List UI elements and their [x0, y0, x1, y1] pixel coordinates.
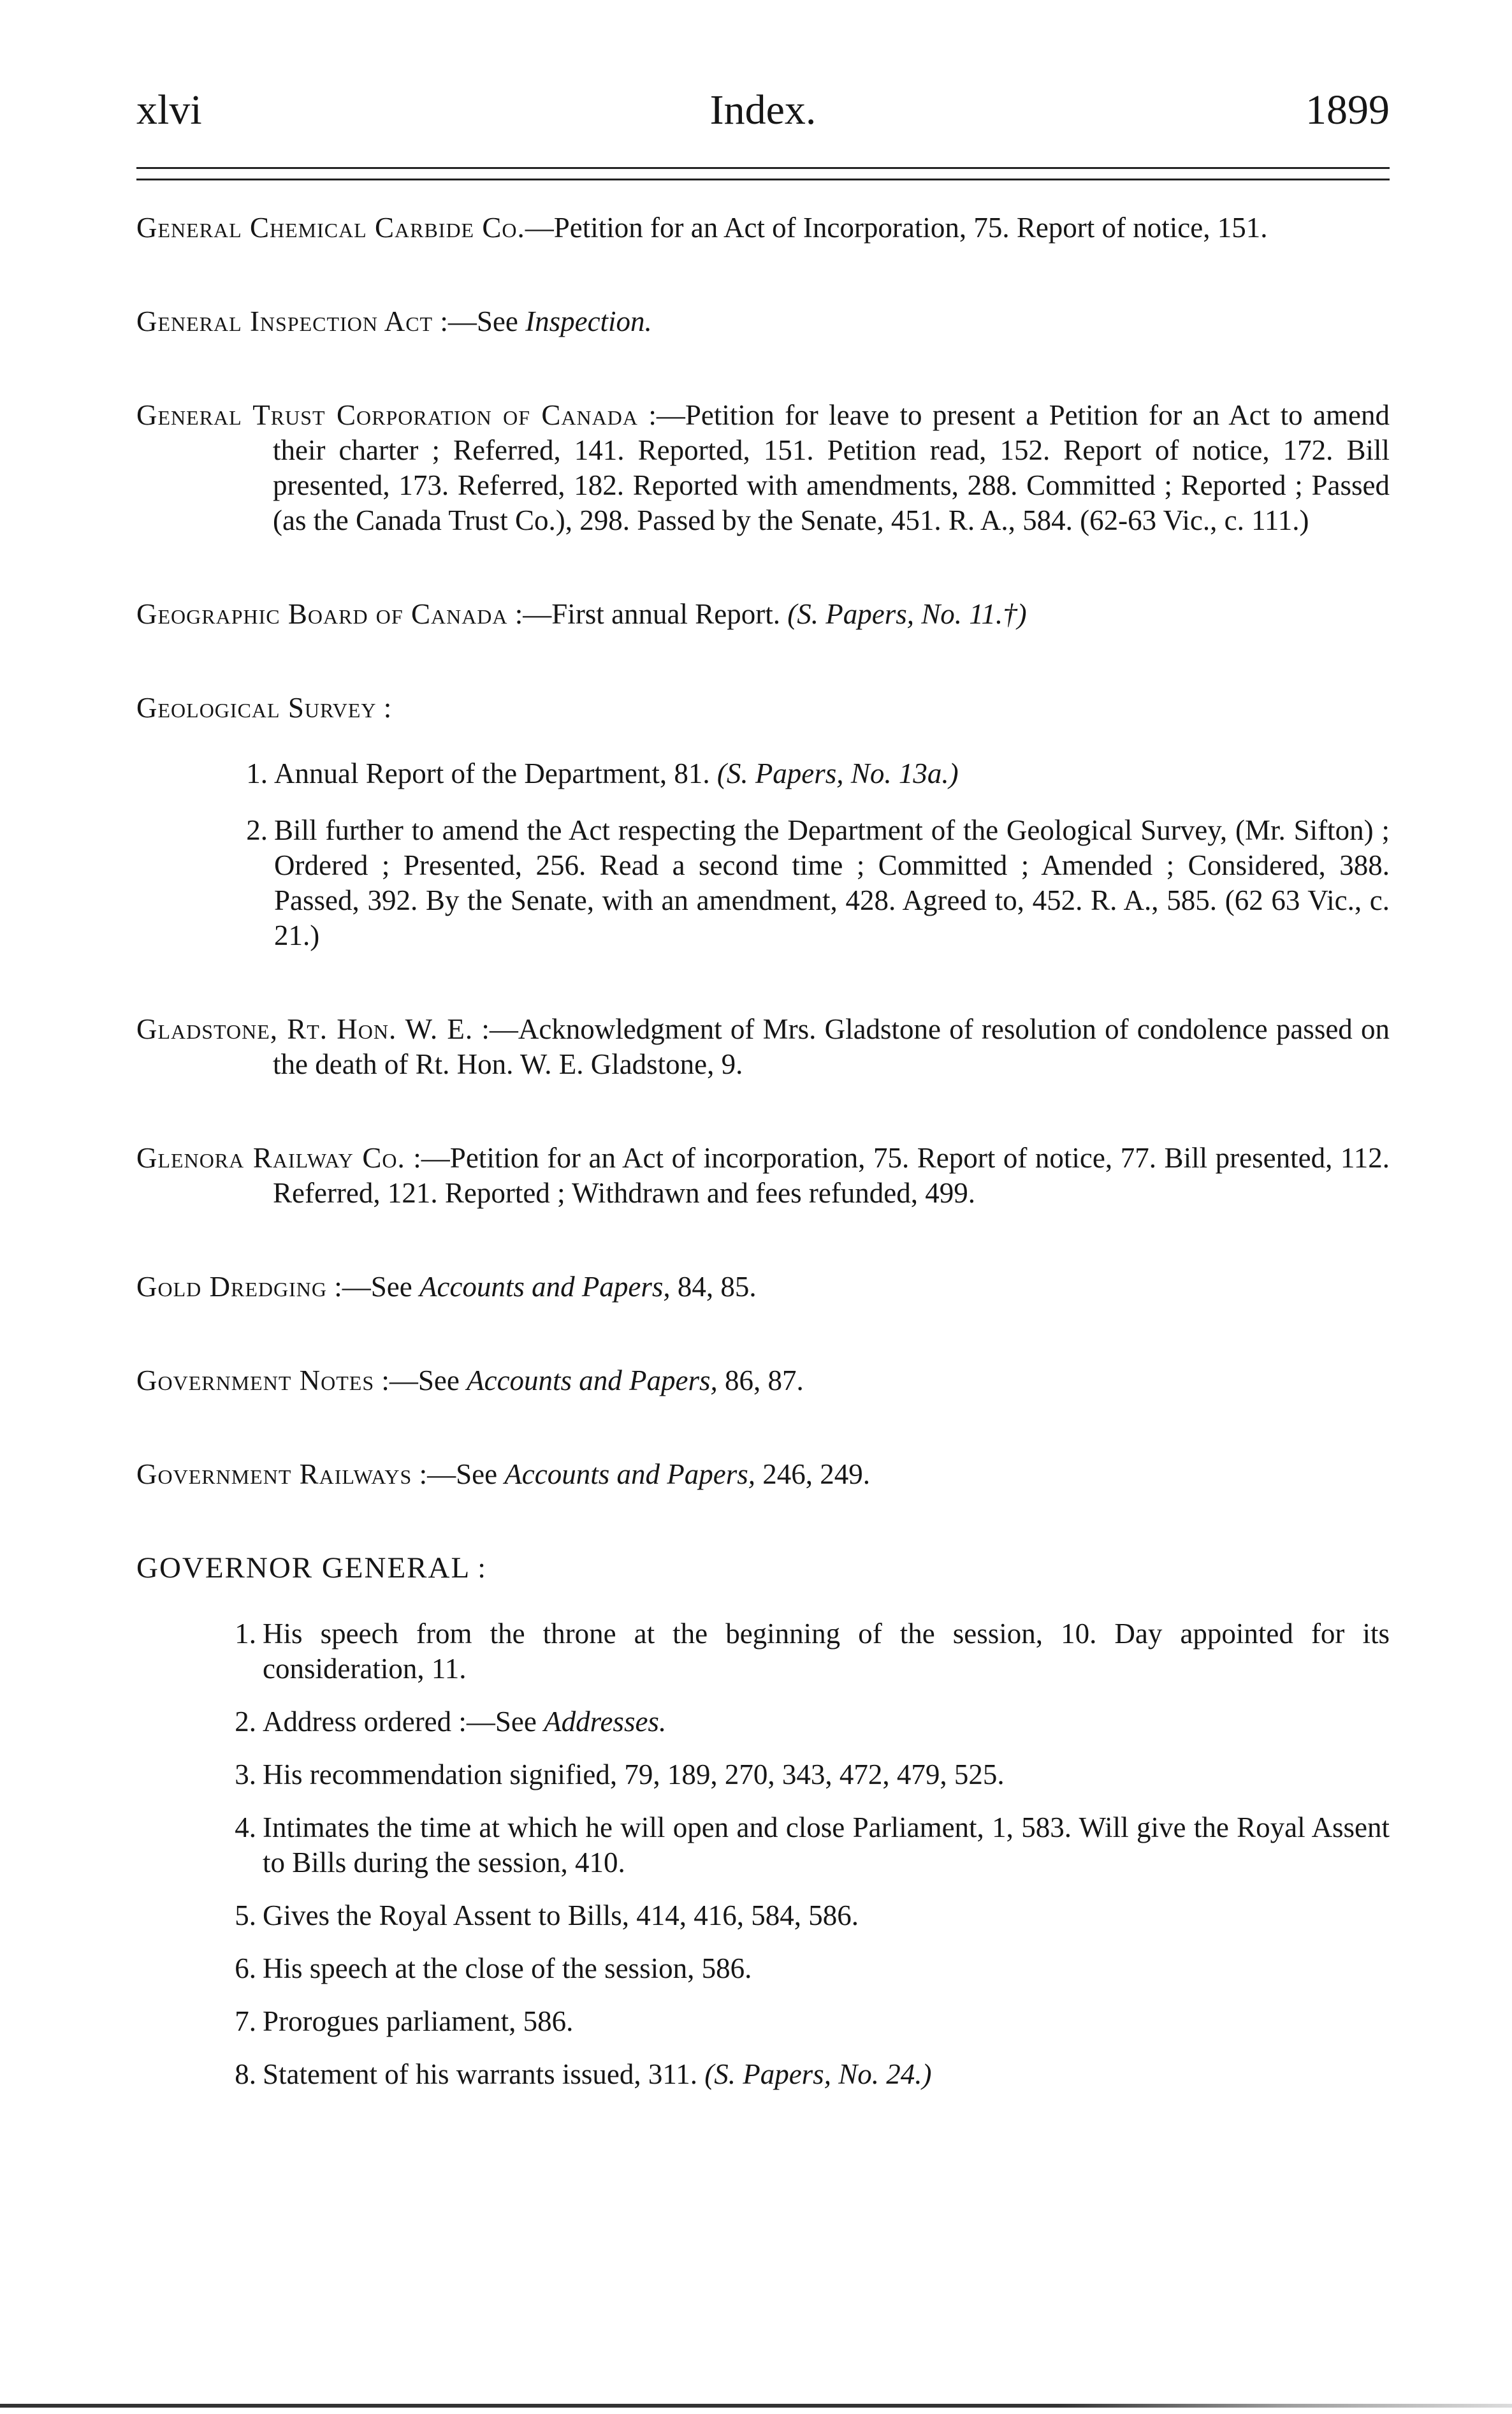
entry-general-trust-corporation — [136, 398, 1390, 538]
sub-item — [136, 2004, 1390, 2039]
sub-item-number: 5. — [235, 1899, 256, 1931]
entry-text: :—First annual Report. — [507, 598, 788, 630]
header-year: 1899 — [1305, 87, 1390, 133]
entry-pages: 84, 85. — [670, 1271, 757, 1303]
entry-head: General Inspection Act — [136, 305, 433, 337]
entry-text: :—See — [374, 1364, 467, 1396]
entry-governor-general — [136, 1551, 1390, 2092]
index-entries — [136, 210, 1390, 2151]
entry-text: —Petition for an Act of Incorporation, 75. Report of notice, 151. — [525, 212, 1268, 244]
entry-text: :—Petition for leave to present a Petition for an Act to amend their charter ; Referred, 141. Reported, 151. Petition read, 152. Report of notice, 172. Bill presented, 173. Referred, 182. Reported with amendments, 288. Committed ; Reported ; Passed (as the Canada Trust Co.), 298. Passed by the Senate, 451. R. A., 584. (62-63 Vic., c. 111.) — [273, 399, 1390, 536]
sub-item-number: 7. — [235, 2005, 256, 2037]
sub-item-number: 4. — [235, 1811, 256, 1843]
sub-item-number: 2. — [246, 814, 268, 846]
entry-reference: (S. Papers, No. 11.†) — [787, 598, 1027, 630]
entry-government-railways — [136, 1457, 1390, 1492]
sub-item-text: Statement of his warrants issued, 311. — [263, 2058, 705, 2090]
entry-geographic-board — [136, 597, 1390, 632]
entry-general-inspection-act — [136, 304, 1390, 339]
sub-item-text: Bill further to amend the Act respecting the Department of the Geological Survey, (Mr. Sifton) ; Ordered ; Presented, 256. Read a second time ; Committed ; Amended ; Considered, 388. Passed, 392. By the Senate, with an amendment, 428. Agreed to, 452. R. A., 585. (62 63 Vic., c. 21.) — [274, 814, 1390, 951]
sub-item-text: Annual Report of the Department, 81. — [274, 757, 717, 789]
sub-item-text: Gives the Royal Assent to Bills, 414, 416, 584, 586. — [263, 1899, 859, 1931]
sub-item — [136, 2057, 1390, 2092]
sub-item-text: His speech from the throne at the beginning of the session, 10. Day appointed for its consideration, 11. — [263, 1618, 1390, 1685]
entry-gladstone — [136, 1012, 1390, 1082]
entry-text: :—Acknowledgment of Mrs. Gladstone of resolution of condolence passed on the death of Rt. Hon. W. E. Gladstone, 9. — [273, 1013, 1390, 1080]
sub-item — [136, 1616, 1390, 1686]
entry-head: General Chemical Carbide Co. — [136, 212, 525, 244]
entry-pages: 86, 87. — [717, 1364, 804, 1396]
entry-colon: : — [470, 1552, 486, 1584]
sub-item-text: Intimates the time at which he will open and close Parliament, 1, 583. Will give the Royal Assent to Bills during the session, 410. — [263, 1811, 1390, 1878]
sub-item — [136, 1810, 1390, 1880]
entry-general-chemical-carbide — [136, 210, 1390, 245]
page-bottom-edge — [0, 2404, 1512, 2408]
entry-reference: Accounts and Papers, — [467, 1364, 718, 1396]
entry-heading — [136, 691, 1390, 726]
page-title: Index. — [709, 87, 817, 133]
entry-colon: : — [376, 692, 392, 724]
header-rule-top — [136, 167, 1390, 169]
sub-item-text: His recommendation signified, 79, 189, 270, 343, 472, 479, 525. — [263, 1759, 1005, 1790]
page-number: xlvi — [136, 87, 202, 133]
entry-head: General Trust Corporation of Canada — [136, 399, 638, 431]
entry-geological-survey — [136, 691, 1390, 953]
sub-item-number: 2. — [235, 1706, 256, 1737]
sub-item-text: Address ordered :—See — [263, 1706, 544, 1737]
sub-item-reference: (S. Papers, No. 13a.) — [716, 757, 959, 789]
sub-item — [136, 1704, 1390, 1739]
entry-head: Glenora Railway Co. — [136, 1142, 405, 1174]
entry-text: :—See — [433, 305, 526, 337]
sub-item-text: His speech at the close of the session, 586. — [263, 1952, 752, 1984]
sub-item — [136, 756, 1390, 791]
sub-item-reference: Addresses. — [544, 1706, 667, 1737]
sub-item — [136, 1898, 1390, 1933]
entry-head: GOVERNOR GENERAL — [136, 1551, 471, 1584]
entry-head: Gladstone, Rt. Hon. W. E. — [136, 1013, 474, 1045]
sub-item-number: 6. — [235, 1952, 256, 1984]
entry-head: Geological Survey — [136, 692, 377, 724]
sub-item-number: 3. — [235, 1759, 256, 1790]
entry-glenora-railway — [136, 1141, 1390, 1211]
entry-head: Gold Dredging — [136, 1271, 327, 1303]
entry-reference: Accounts and Papers, — [419, 1271, 671, 1303]
header-rule-bottom — [136, 179, 1390, 180]
running-header — [136, 82, 1390, 139]
entry-head: Geographic Board of Canada — [136, 598, 508, 630]
sub-item-text: Prorogues parliament, 586. — [263, 2005, 574, 2037]
sub-item-number: 1. — [235, 1618, 256, 1650]
entry-pages: 246, 249. — [755, 1458, 870, 1490]
sub-item — [136, 813, 1390, 953]
entry-text: :—See — [412, 1458, 505, 1490]
entry-heading — [136, 1551, 1390, 1586]
entry-text: :—Petition for an Act of incorporation, 75. Report of notice, 77. Bill presented, 112. Referred, 121. Reported ; Withdrawn and fees refunded, 499. — [273, 1142, 1390, 1209]
sub-item-number: 8. — [235, 2058, 256, 2090]
entry-government-notes — [136, 1363, 1390, 1398]
entry-gold-dredging — [136, 1269, 1390, 1305]
sub-item-reference: (S. Papers, No. 24.) — [704, 2058, 932, 2090]
entry-reference: Inspection. — [525, 305, 652, 337]
entry-head: Government Notes — [136, 1364, 375, 1396]
entry-text: :—See — [327, 1271, 419, 1303]
sub-item — [136, 1757, 1390, 1792]
entry-reference: Accounts and Papers, — [504, 1458, 755, 1490]
sub-item — [136, 1951, 1390, 1986]
entry-head: Government Railways — [136, 1458, 412, 1490]
sub-item-number: 1. — [246, 757, 268, 789]
